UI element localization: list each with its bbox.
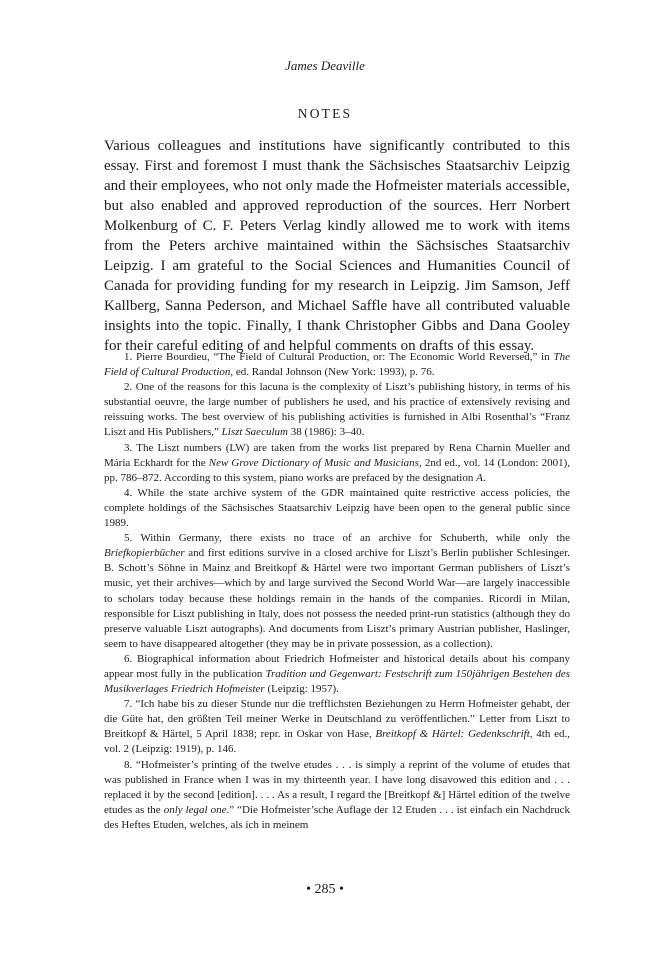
running-head: James Deaville [285, 58, 365, 73]
footnote: 2. One of the reasons for this lacuna is the complexity of Liszt’s publishing history, in terms of his substantial oeuvre, the large number of publishers he used, and his practice of extensively revising and reissuing works. The best overview of his publishing activities is furnished in Albi Rosenthal’s “Franz Liszt and His Publishers,” Liszt Saeculum 38 (1986): 3–40. [104, 381, 570, 439]
footnote: 1. Pierre Bourdieu, “The Field of Cultural Production, or: The Economic World Reversed,” in The Field of Cultural Production, ed. Randal Johnson (New York: 1993), p. 76. [104, 351, 570, 379]
page-number: • 285 • [306, 882, 344, 897]
footnote: 6. Biographical information about Friedrich Hofmeister and historical details about his company appear most fully in the publication Tradition und Gegenwart: Festschrift zum 150jährigen Bestehen des Musikverlages Friedrich Hofmeister (Leipzig: 1957). [104, 652, 570, 696]
footnote: 7. “Ich habe bis zu dieser Stunde nur die trefflichsten Beziehungen zu Herrn Hofmeister gehabt, der die Güte hat, den größten Teil meiner Werke in Deutschland zu veröffentlichen.” Letter from Liszt to Breitkopf & Härtel, 5 April 1838; repr. in Oskar von Hase, Breitkopf & Härtel: Gedenkschrift, 4th ed., vol. 2 (Leipzig: 1919), p. 146. [104, 698, 570, 756]
footnotes [104, 350, 570, 833]
footnote: 4. While the state archive system of the GDR maintained quite restrictive access policies, the complete holdings of the Sächsisches Staatsarchiv Leipzig have been open to the general public since 1989. [104, 486, 570, 530]
footnote: 3. The Liszt numbers (LW) are taken from the works list prepared by Rena Charnin Mueller and Mária Eckhardt for the New Grove Dictionary of Music and Musicians, 2nd ed., vol. 14 (London: 2001), pp. 786–872. According to this system, piano works are prefaced by the designation A. [104, 441, 571, 484]
footnote: 8. “Hofmeister’s printing of the twelve etudes . . . is simply a reprint of the volume of etudes that was published in France when I was in my thirteenth year. I have long disavowed this edition and . . . replaced it by the second [edition]. . . . As a result, I regard the [Breitkopf &] Härtel edition of the twelve etudes as the only legal one.” “Die Hofmeister’sche Auflage der 12 Etuden . . . ist einfach ein Nachdruck des Heftes Etuden, welches, als ich in meinem [104, 758, 571, 831]
footnote: 5. Within Germany, there exists no trace of an archive for Schuberth, while only the Briefkopierbücher and first editions survive in a closed archive for Liszt’s Berlin publisher Schlesinger. B. Schott’s Söhne in Mainz and Breitkopf & Härtel were two important German publishers of Liszt’s music, yet their archives—which by and large survived the Second World War—are largely inaccessible to scholars today because these holdings remain in the hands of the companies. Ricordi in Milan, responsible for Liszt publishing in Italy, does not possess the needed print-run statistics (although they do preserve valuable Liszt autographs). And documents from Liszt’s primary Austrian publisher, Haslinger, seem to have disappeared altogether (they may be in private possession, as a collection). [104, 532, 570, 650]
acknowledgments-paragraph: Various colleagues and institutions have significantly contributed to this essay. First and foremost I must thank the Sächsisches Staatsarchiv Leipzig and their employees, who not only made the Hofmeister materials accessible, but also enabled and approved reproduction of the sources. Herr Norbert Molkenburg of C. F. Peters Verlag kindly allowed me to work with items from the Peters archive maintained within the Sächsisches Staatsarchiv Leipzig. I am grateful to the Social Sciences and Humanities Council of Canada for providing funding for my research in Leipzig. Jim Samson, Jeff Kallberg, Sanna Pederson, and Michael Saffle have all contributed valuable insights into the topic. Finally, I thank Christopher Gibbs and Dana Gooley for their careful editing of and helpful comments on drafts of this essay. [104, 138, 570, 354]
section-title: NOTES [297, 106, 353, 121]
